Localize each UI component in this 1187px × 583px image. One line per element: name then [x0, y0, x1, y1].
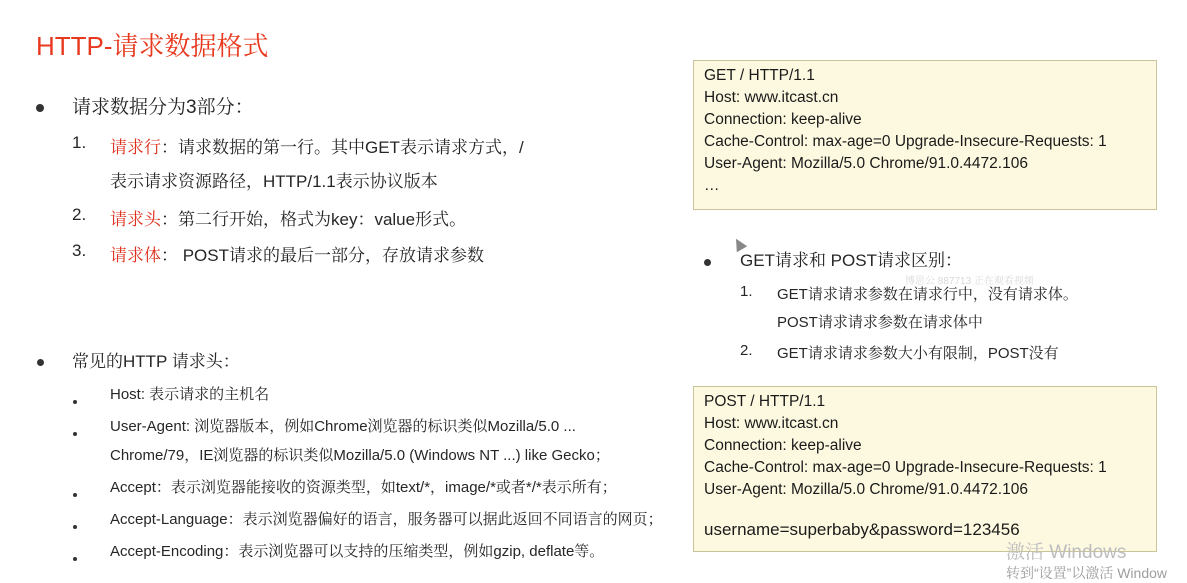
list-item: Host: 表示请求的主机名 [110, 386, 270, 403]
bullet-icon [36, 99, 44, 117]
list-item: GET请求请求参数在请求行中，没有请求体。 [777, 286, 1078, 303]
code-line: Cache-Control: max-age=0 Upgrade-Insecure-Requests: 1 [704, 133, 1107, 150]
code-line: User-Agent: Mozilla/5.0 Chrome/91.0.4472.106 [704, 481, 1028, 498]
code-line: Connection: keep-alive [704, 437, 862, 454]
list-item: User-Agent: 浏览器版本，例如Chrome浏览器的标识类似Mozilla/5.0 ... [110, 418, 576, 435]
activation-watermark-sub: 转到“设置”以激活 Window [1006, 565, 1168, 581]
description: ：第二行开始，格式为key：value形式。 [161, 210, 467, 229]
bullet-icon [73, 391, 77, 409]
list-item: Accept-Encoding：表示浏览器可以支持的压缩类型，例如gzip, deflate等。 [110, 543, 605, 560]
description: ： POST请求的最后一部分，存放请求参数 [161, 246, 485, 265]
term: 请求体 [110, 246, 161, 265]
list-item-line2: Chrome/79，IE浏览器的标识类似Mozilla/5.0 (Windows NT ...) like Gecko； [110, 447, 610, 464]
list-item: GET请求请求参数大小有限制，POST没有 [777, 345, 1059, 362]
section3-heading: GET请求和 POST请求区别： [740, 251, 962, 270]
list-item-line2: POST请求请求参数在请求体中 [777, 314, 983, 331]
code-line: Host: www.itcast.cn [704, 415, 839, 432]
bullet-icon [704, 253, 711, 271]
code-line: Connection: keep-alive [704, 111, 862, 128]
term: 请求头 [110, 210, 161, 229]
description-line2: 表示请求资源路径，HTTP/1.1表示协议版本 [110, 172, 438, 191]
list-number: 1. [72, 133, 87, 152]
list-number: 2. [740, 342, 753, 359]
code-line: Host: www.itcast.cn [704, 89, 839, 106]
code-line: GET / HTTP/1.1 [704, 67, 815, 84]
code-line: Cache-Control: max-age=0 Upgrade-Insecure-Requests: 1 [704, 459, 1107, 476]
activation-watermark: 激活 Windows [1006, 542, 1127, 563]
section2-heading: 常见的HTTP 请求头： [72, 352, 240, 371]
page-title: HTTP-请求数据格式 [36, 31, 269, 61]
list-item: Accept：表示浏览器能接收的资源类型，如text/*，image/*或者*/*表示所有； [110, 479, 617, 496]
list-number: 1. [740, 283, 753, 300]
list-number: 2. [72, 205, 87, 224]
list-number: 3. [72, 241, 87, 260]
term: 请求行 [110, 138, 161, 157]
overlay-faint-text: 博思公 887713 正在观看视频 [905, 276, 1034, 287]
code-line: … [704, 177, 720, 194]
list-item [110, 241, 484, 266]
bullet-icon [73, 484, 77, 502]
get-request-box [693, 60, 1157, 210]
list-item: Accept-Language：表示浏览器偏好的语言，服务器可以据此返回不同语言的网页； [110, 511, 663, 528]
bullet-icon [73, 423, 77, 441]
post-request-box [693, 386, 1157, 552]
section1-heading: 请求数据分为3部分： [72, 97, 254, 118]
bullet-icon [73, 516, 77, 534]
list-item [110, 133, 524, 158]
list-item [110, 205, 466, 230]
description: ：请求数据的第一行。其中GET表示请求方式，/ [161, 138, 524, 157]
bullet-icon [37, 353, 44, 371]
bullet-icon [73, 548, 77, 566]
code-line: POST / HTTP/1.1 [704, 393, 826, 410]
request-body-line: username=superbaby&password=123456 [704, 520, 1020, 539]
code-line: User-Agent: Mozilla/5.0 Chrome/91.0.4472.106 [704, 155, 1028, 172]
